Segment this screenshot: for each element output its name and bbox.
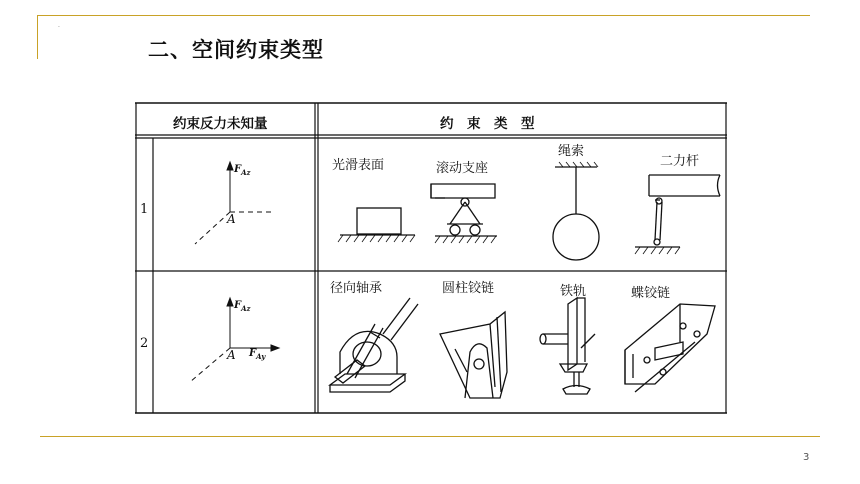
header-left: 约束反力未知量	[173, 116, 268, 132]
rope-sketch	[553, 162, 599, 260]
corner-mark: .	[58, 22, 60, 29]
radial-bearing-sketch	[330, 298, 418, 392]
point-label: A	[227, 348, 236, 362]
constraint-type-label: 二力杆	[660, 154, 700, 169]
force-label: $F_{Az}$	[234, 300, 251, 313]
force-label: $F_{Ay}$	[249, 348, 266, 361]
table-drawing	[135, 102, 727, 414]
butterfly-hinge-sketch	[625, 304, 715, 392]
two-force-member-sketch	[635, 175, 720, 254]
row-index: 2	[140, 336, 149, 351]
point-label: A	[227, 212, 236, 226]
constraint-type-label: 滚动支座	[436, 161, 489, 176]
constraint-type-label: 铁轨	[560, 284, 587, 299]
force-label: $F_{Az}$	[234, 164, 251, 177]
page-number: 3	[803, 452, 810, 463]
top-accent-rule	[38, 15, 810, 16]
cylindrical-hinge-sketch	[440, 312, 507, 398]
constraint-type-label: 光滑表面	[332, 158, 385, 173]
constraint-type-label: 绳索	[558, 144, 585, 159]
bottom-accent-rule	[40, 436, 820, 437]
smooth-surface-sketch	[338, 208, 415, 242]
slide-title: 二、空间约束类型	[148, 38, 324, 62]
header-right: 约 束 类 型	[440, 116, 535, 132]
constraint-type-label: 径向轴承	[330, 281, 383, 296]
roller-support-sketch	[431, 184, 497, 243]
row-index: 1	[140, 202, 149, 217]
rail-sketch	[540, 298, 595, 394]
constraint-type-label: 蝶铰链	[631, 286, 671, 301]
constraint-type-label: 圆柱铰链	[442, 281, 495, 296]
left-accent-rule	[37, 15, 38, 59]
constraint-table	[135, 102, 727, 414]
